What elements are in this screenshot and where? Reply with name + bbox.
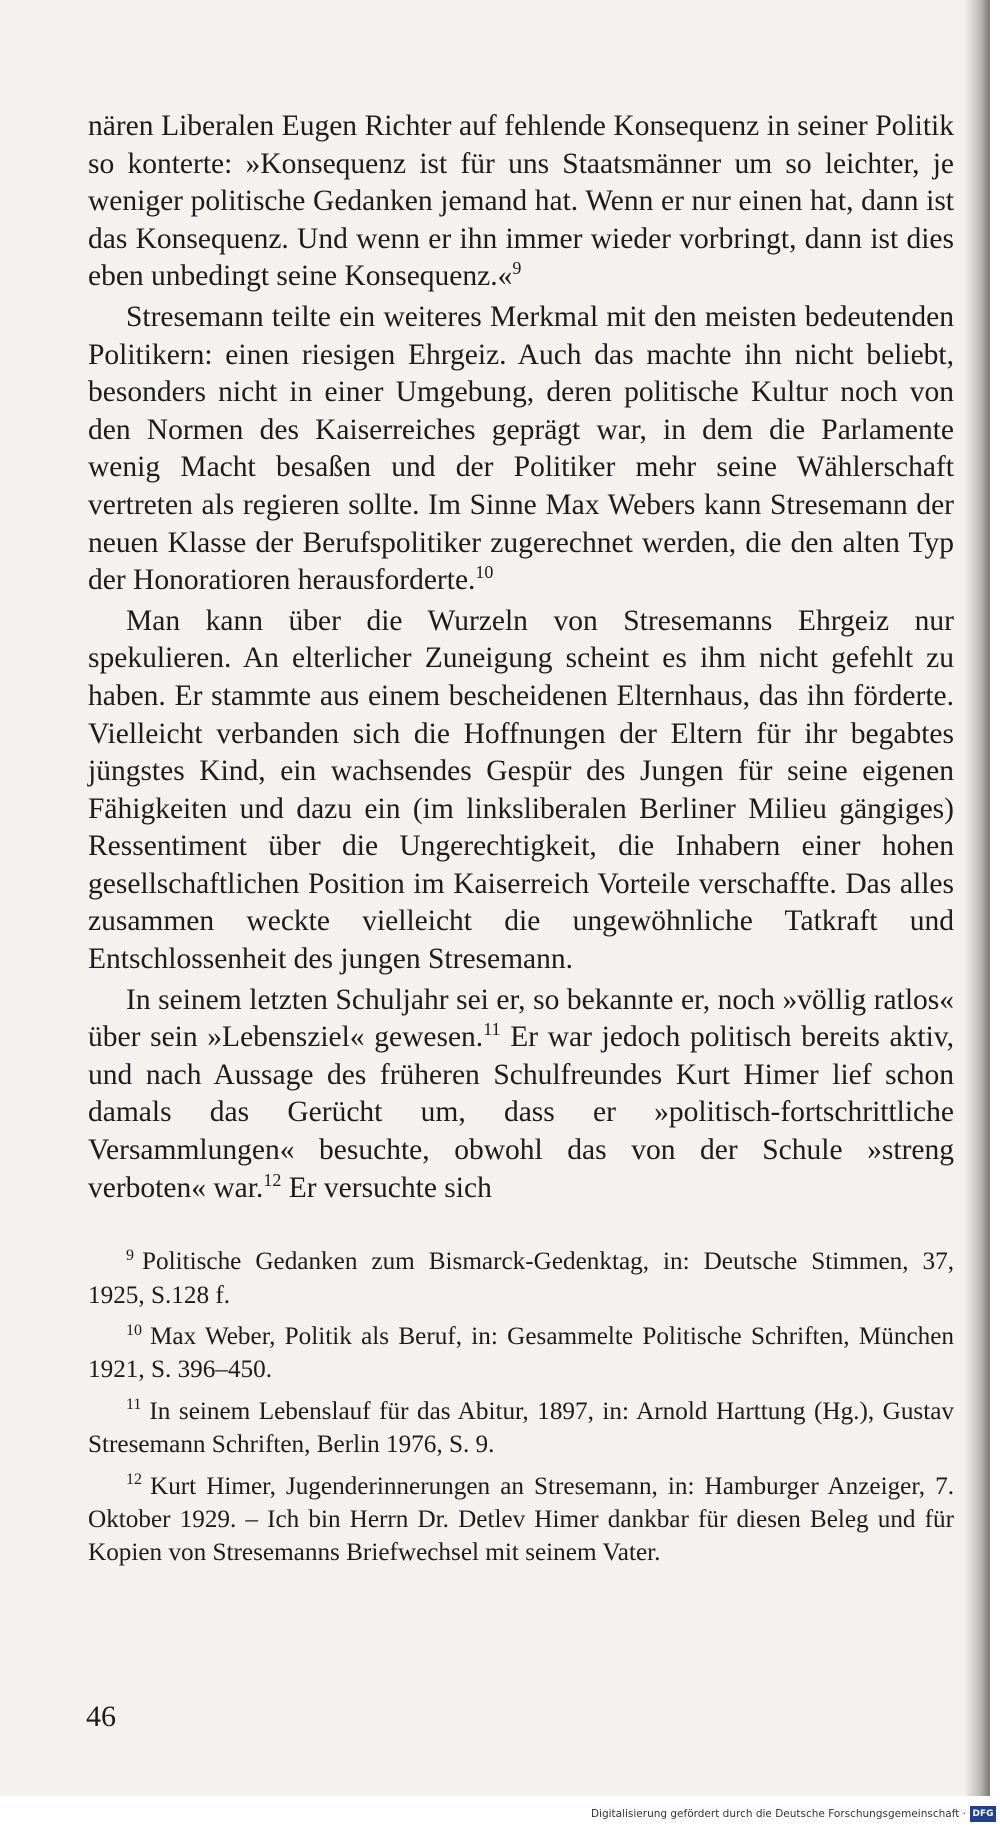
footnote-text: Max Weber, Politik als Beruf, in: Gesammelte Politische Schriften, München 1921, S. 396–450. [88, 1323, 954, 1384]
page-edge-shadow [964, 0, 990, 1796]
paragraph-text: Er versuchte sich [281, 1171, 492, 1204]
paragraph-text: Man kann über die Wurzeln von Stresemanns Ehrgeiz nur spekulieren. An elterlicher Zuneigung scheint es ihm nicht gefehlt zu haben. Er stammte aus einem bescheidenen Elternhaus, das ihn förderte. Vielleicht verbanden sich die Hoffnungen der Eltern für ihr begabtes jüngstes Kind, ein wachsendes Gespür des Jungen für seine eigenen Fähigkeiten und dazu ein (im linksliberalen Berliner Milieu gängiges) Ressentiment über die Ungerechtigkeit, die Inhabern einer hohen gesellschaftlichen Position im Kaiserreich Vorteile verschaffte. Das alles zusammen weckte vielleicht die ungewöhnliche Tatkraft und Entschlossenheit des jungen Stresemann. [88, 604, 954, 976]
digitization-note: Digitalisierung gefördert durch die Deutsche Forschungsgemeinschaft · [590, 1808, 966, 1820]
body-paragraph [88, 982, 954, 1208]
body-paragraph [88, 108, 954, 296]
paragraph-text: Stresemann teilte ein weiteres Merkmal mit den meisten bedeutenden Politikern: einen riesigen Ehrgeiz. Auch das machte ihn nicht beliebt, besonders nicht in einer Umgebung, deren politische Kultur noch von den Normen des Kaiserreiches geprägt war, in dem die Parlamente wenig Macht besaßen und der Politiker mehr seine Wählerschaft vertreten als regieren sollte. Im Sinne Max Webers kann Stresemann der neuen Klasse der Berufspolitiker zugerechnet werden, die den alten Typ der Honoratioren herausforderte. [88, 300, 954, 597]
footnote-number: 12 [126, 1471, 142, 1489]
footnote-text: In seinem Lebenslauf für das Abitur, 1897, in: Arnold Harttung (Hg.), Gustav Stresemann Schriften, Berlin 1976, S. 9. [88, 1397, 954, 1459]
footnote [88, 1470, 954, 1570]
footnote-reference: 10 [475, 562, 494, 583]
footnote-number: 10 [126, 1321, 142, 1339]
text-block [88, 108, 954, 1578]
footnote-number: 11 [126, 1396, 142, 1414]
paragraph-text: Er war jedoch politisch bereits aktiv, und nach Aussage des früheren Schulfreundes Kurt Himer lief schon damals das Gerücht um, dass er »politisch-fortschrittliche Versammlungen« besuchte, obwohl das von der Schule »streng verboten« war. [88, 1021, 954, 1204]
footnote [88, 1395, 954, 1462]
footnote-reference: 9 [512, 258, 522, 279]
body-text [88, 108, 954, 1207]
footnote [88, 1245, 954, 1312]
body-paragraph [88, 299, 954, 600]
footnote-text: Politische Gedanken zum Bismarck-Gedenktag, in: Deutsche Stimmen, 37, 1925, S.128 f. [88, 1248, 954, 1309]
paragraph-text: In seinem letzten Schuljahr sei er, so bekannte er, noch »völlig ratlos« über sein »Lebensziel« gewesen. [88, 983, 954, 1054]
footnote [88, 1320, 954, 1387]
page-number: 46 [86, 1700, 116, 1733]
footnote-reference: 12 [263, 1169, 282, 1190]
footnote-number: 9 [126, 1246, 134, 1264]
body-paragraph [88, 603, 954, 979]
footnote-text: Kurt Himer, Jugenderinnerungen an Stresemann, in: Hamburger Anzeiger, 7. Oktober 1929. – Ich bin Herrn Dr. Detlev Himer dankbar für diesen Beleg und für Kopien von Stresemanns Briefwechsel mit seinem Vater. [88, 1472, 954, 1567]
paragraph-text: nären Liberalen Eugen Richter auf fehlende Konsequenz in seiner Politik so konterte: »Konsequenz ist für uns Staatsmänner um so leichter, je weniger politische Gedanken jemand hat. Wenn er nur einen hat, dann ist das Konsequenz. Und wenn er ihn immer wieder vorbringt, dann ist dies eben unbedingt seine Konsequenz.« [88, 110, 954, 293]
footnotes [88, 1245, 954, 1570]
dfg-logo-icon: DFG [970, 1806, 996, 1822]
footnote-reference: 11 [483, 1019, 501, 1040]
